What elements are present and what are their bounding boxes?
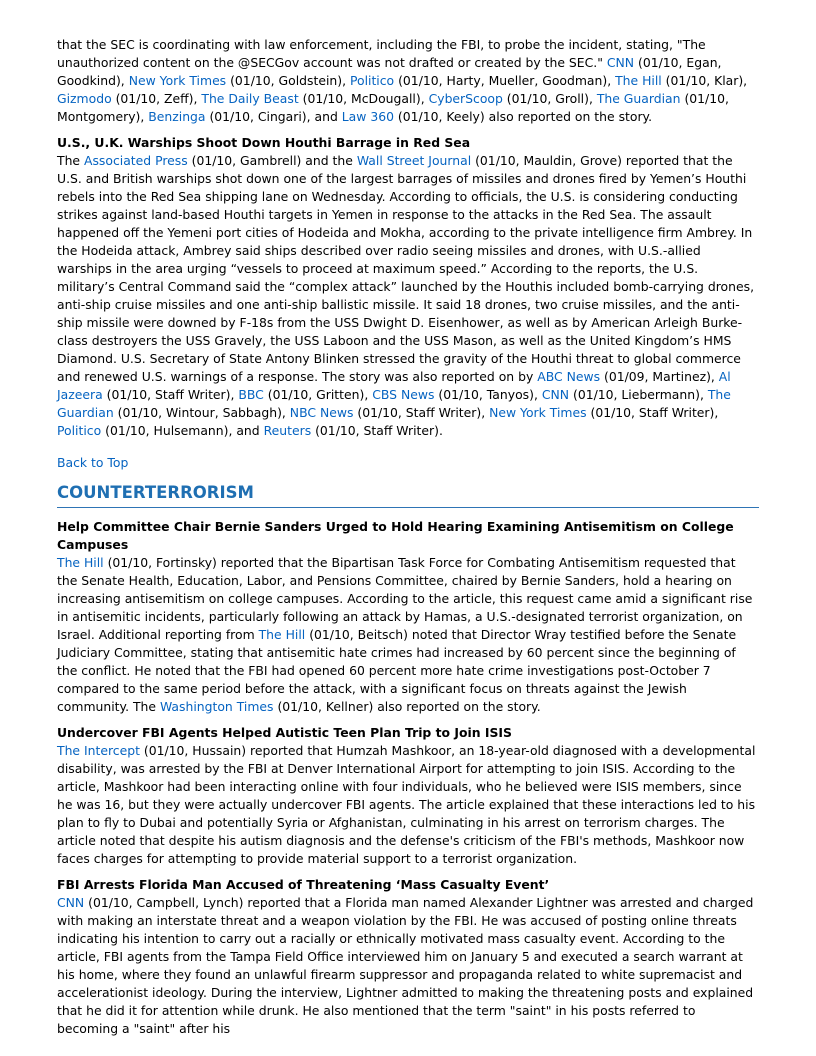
source-link-the-intercept[interactable]: The Intercept bbox=[57, 743, 140, 758]
story-houthi bbox=[57, 134, 759, 440]
source-link-bbc[interactable]: BBC bbox=[238, 387, 264, 402]
citation-text: (01/10, Kellner) also reported on the story. bbox=[273, 699, 541, 714]
story-sanders-antisemitism bbox=[57, 518, 759, 716]
citation-text: (01/10, Cingari), and bbox=[205, 109, 342, 124]
source-link-abc-news[interactable]: ABC News bbox=[537, 369, 601, 384]
citation-text: (01/10, Wintour, Sabbagh), bbox=[113, 405, 290, 420]
source-link-cyberscoop[interactable]: CyberScoop bbox=[428, 91, 503, 106]
story-body bbox=[57, 554, 759, 716]
citation-text: (01/10, Tanyos), bbox=[434, 387, 542, 402]
citation-text: (01/10, Liebermann), bbox=[569, 387, 708, 402]
story-body bbox=[57, 742, 759, 868]
story-title: Undercover FBI Agents Helped Autistic Teen Plan Trip to Join ISIS bbox=[57, 725, 512, 740]
continued-story-paragraph bbox=[57, 36, 759, 126]
story-body bbox=[57, 894, 759, 1038]
source-link-the-hill[interactable]: The Hill bbox=[258, 627, 306, 642]
citation-text: (01/10, Montgomery), bbox=[57, 91, 729, 124]
source-link-benzinga[interactable]: Benzinga bbox=[148, 109, 206, 124]
source-link-cnn[interactable]: CNN bbox=[57, 895, 85, 910]
citation-text: (01/10, Staff Writer), bbox=[102, 387, 239, 402]
source-link-cnn[interactable]: CNN bbox=[541, 387, 570, 402]
citation-text: (01/10, Klar), bbox=[661, 73, 748, 88]
citation-text: (01/10, Hulsemann), and bbox=[101, 423, 264, 438]
body-text: (01/10, Fortinsky) reported that the Bipartisan Task Force for Combating Antisemitism requested that the Senate Health, Education, Labor, and Pensions Committee, chaired by Bernie Sanders, hold a hearing on increasing antisemitism on college campuses. According to the article, this request came amid a significant rise in antisemitic incidents, particularly following an attack by Hamas, a U.S.-designated terrorist organization, on Israel. Additional reporting from bbox=[57, 555, 753, 642]
source-link-cnn[interactable]: CNN bbox=[606, 55, 635, 70]
citation-text: (01/10, Staff Writer), bbox=[586, 405, 719, 420]
source-link-washington-times[interactable]: Washington Times bbox=[159, 699, 274, 714]
citation-text: (01/10, Keely) also reported on the story. bbox=[393, 109, 653, 124]
source-link-politico[interactable]: Politico bbox=[57, 423, 102, 438]
body-text: (01/10, Mauldin, Grove) reported that the U.S. and British warships shot down one of the largest barrages of missiles and drones fired by Yemen’s Houthi rebels into the Red Sea shipping lane on Wednesday. According to officials, the U.S. is considering conducting strikes against land-based Houthi targets in Yemen in response to the attacks in the Red Sea. The assault happened off the Yemeni port cities of Hodeida and Mokha, according to the private intelligence firm Ambrey. In the Hodeida attack, Ambrey said ships described over radio seeing missiles and drones, with U.S.-allied warships in the area urging “vessels to proceed at maximum speed.” According to the reports, the U.S. military’s Central Command said the “complex attack” launched by the Houthis included bomb-carrying drones, anti-ship cruise missiles and one anti-ship ballistic missile. It said 18 drones, two cruise missiles, and the anti-ship missile were downed by F-18s from the USS Dwight D. Eisenhower, as well as by American Arleigh Burke-class destroyers the USS Gravely, the USS Laboon and the USS Mason, as well as the United Kingdom’s HMS Diamond. U.S. Secretary of State Antony Blinken stressed the gravity of the Houthi threat to global commerce and renewed U.S. warnings of a response. The story was also reported on by bbox=[57, 153, 755, 384]
story-title: Help Committee Chair Bernie Sanders Urged to Hold Hearing Examining Antisemitism on College Campuses bbox=[57, 519, 734, 552]
body-text: (01/10, Gambrell) and the bbox=[187, 153, 357, 168]
section-heading-counterterrorism: COUNTERTERRORISM bbox=[57, 482, 759, 508]
story-isis-teen bbox=[57, 724, 759, 868]
body-text: (01/10, Beitsch) noted that Director Wray testified before the Senate Judiciary Committee, stating that antisemitic hate crimes had increased by 60 percent since the beginning of the conflict. He noted that the FBI had opened 60 percent more hate crime investigations post-October 7 compared to the same period before the attack, with a significant focus on threats against the Jewish community. The bbox=[57, 627, 737, 714]
citation-text: (01/10, Egan, Goodkind), bbox=[57, 55, 722, 88]
source-link-new-york-times[interactable]: New York Times bbox=[489, 405, 587, 420]
source-link-new-york-times[interactable]: New York Times bbox=[128, 73, 227, 88]
source-link-wall-street-journal[interactable]: Wall Street Journal bbox=[356, 153, 472, 168]
story-title: U.S., U.K. Warships Shoot Down Houthi Barrage in Red Sea bbox=[57, 135, 471, 150]
source-link-reuters[interactable]: Reuters bbox=[263, 423, 312, 438]
citation-text: (01/10, Gritten), bbox=[263, 387, 373, 402]
citation-text: (01/10, Groll), bbox=[502, 91, 597, 106]
body-text: (01/10, Hussain) reported that Humzah Mashkoor, an 18-year-old diagnosed with a developmental disability, was arrested by the FBI at Denver International Airport for attempting to join ISIS. According to the article, Mashkoor had been interacting online with four individuals, who he believed were ISIS members, since he was 16, but they were actually undercover FBI agents. The article explained that these interactions led to his plan to fly to Dubai and potentially Syria or Afghanistan, culminating in his arrest on terrorism charges. The article noted that despite his autism diagnosis and the defense's criticism of the FBI's methods, Mashkoor now faces charges for attempting to provide material support to a terrorist organization. bbox=[57, 743, 756, 866]
source-link-al-jazeera[interactable]: Al Jazeera bbox=[57, 369, 731, 402]
story-body bbox=[57, 152, 759, 440]
source-link-the-guardian[interactable]: The Guardian bbox=[596, 91, 681, 106]
citation-text: (01/10, McDougall), bbox=[298, 91, 429, 106]
body-text: The bbox=[57, 153, 84, 168]
body-text: (01/10, Campbell, Lynch) reported that a Florida man named Alexander Lightner was arrested and charged with making an interstate threat and a weapon violation by the FBI. He was accused of posting online threats indicating his intention to carry out a racially or ethnically motivated mass casualty event. According to the article, FBI agents from the Tampa Field Office interviewed him on January 5 and executed a search warrant at his home, where they found an unlawful firearm suppressor and propaganda related to white supremacist and accelerationist ideology. During the interview, Lightner admitted to making the threatening posts and explained that he did it for attention while drunk. He also mentioned that the term "saint" in his posts referred to becoming a "saint" after his bbox=[57, 895, 754, 1036]
citation-text: (01/10, Harty, Mueller, Goodman), bbox=[394, 73, 616, 88]
body-text: that the SEC is coordinating with law enforcement, including the FBI, to probe the incident, stating, "The unauthorized content on the @SECGov account was not drafted or created by the SEC." bbox=[57, 37, 706, 70]
source-link-daily-beast[interactable]: The Daily Beast bbox=[201, 91, 299, 106]
source-link-the-hill[interactable]: The Hill bbox=[615, 73, 662, 88]
citation-text: (01/10, Staff Writer). bbox=[311, 423, 443, 438]
source-link-politico[interactable]: Politico bbox=[349, 73, 395, 88]
citation-text: (01/10, Zeff), bbox=[111, 91, 202, 106]
source-link-nbc-news[interactable]: NBC News bbox=[289, 405, 354, 420]
source-link-the-hill[interactable]: The Hill bbox=[57, 555, 104, 570]
source-link-law360[interactable]: Law 360 bbox=[341, 109, 394, 124]
citation-text: (01/09, Martinez), bbox=[600, 369, 719, 384]
back-to-top-link[interactable]: Back to Top bbox=[57, 455, 129, 470]
source-link-associated-press[interactable]: Associated Press bbox=[83, 153, 188, 168]
source-link-the-guardian[interactable]: The Guardian bbox=[57, 387, 731, 420]
citation-text: (01/10, Staff Writer), bbox=[353, 405, 490, 420]
source-link-gizmodo[interactable]: Gizmodo bbox=[57, 91, 112, 106]
story-florida-threat bbox=[57, 876, 759, 1038]
story-title: FBI Arrests Florida Man Accused of Threatening ‘Mass Casualty Event’ bbox=[57, 877, 550, 892]
source-link-cbs-news[interactable]: CBS News bbox=[372, 387, 435, 402]
citation-text: (01/10, Goldstein), bbox=[226, 73, 350, 88]
